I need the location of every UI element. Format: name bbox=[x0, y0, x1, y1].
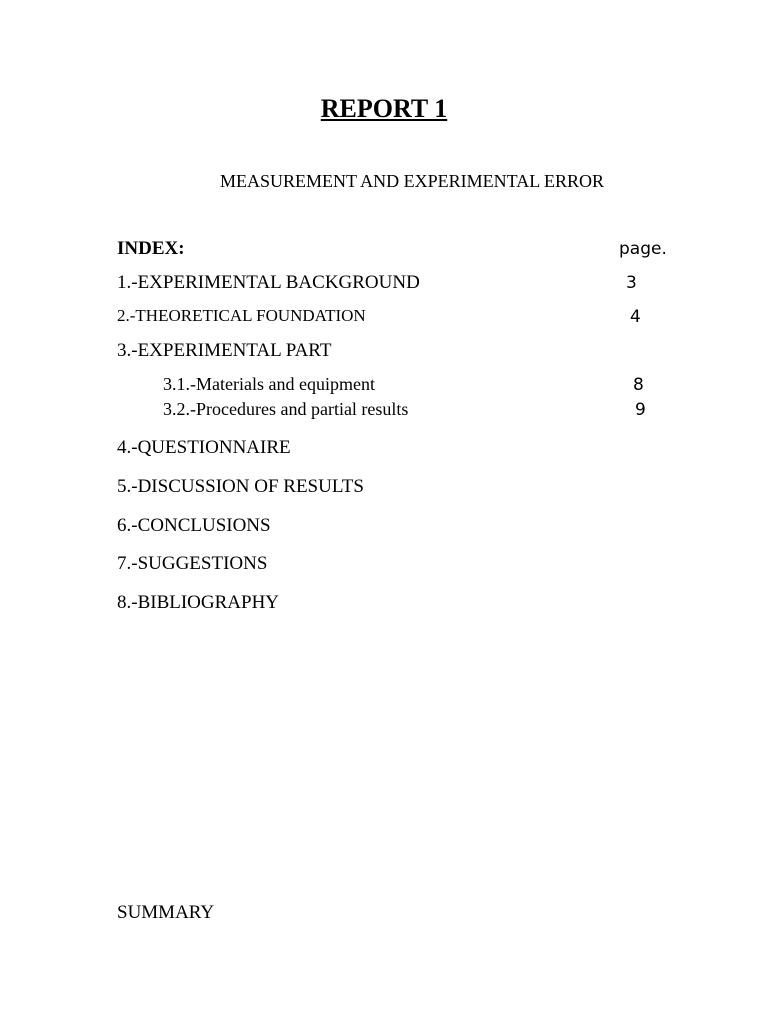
summary-heading: SUMMARY bbox=[117, 902, 215, 923]
index-entry-suggestions: 7.-SUGGESTIONS bbox=[117, 553, 268, 574]
report-title: REPORT 1 bbox=[320, 94, 448, 123]
index-entry-questionnaire: 4.-QUESTIONNAIRE bbox=[117, 437, 291, 458]
index-entry-experimental-part: 3.-EXPERIMENTAL PART bbox=[117, 340, 332, 361]
index-page-number: 4 bbox=[630, 307, 641, 327]
index-page-number: 3 bbox=[626, 273, 637, 293]
index-entry-materials-equipment: 3.1.-Materials and equipment bbox=[163, 374, 375, 394]
index-heading: INDEX: bbox=[117, 238, 185, 259]
index-entry-bibliography: 8.-BIBLIOGRAPHY bbox=[117, 592, 280, 613]
index-entry-experimental-background: 1.-EXPERIMENTAL BACKGROUND bbox=[117, 272, 420, 293]
index-entry-procedures-partial-results: 3.2.-Procedures and partial results bbox=[163, 399, 409, 419]
page-column-heading: page. bbox=[619, 239, 667, 259]
index-page-number: 9 bbox=[635, 400, 646, 420]
index-entry-discussion-of-results: 5.-DISCUSSION OF RESULTS bbox=[117, 476, 364, 497]
index-entry-theoretical-foundation: 2.-THEORETICAL FOUNDATION bbox=[117, 306, 366, 325]
report-subtitle: MEASUREMENT AND EXPERIMENTAL ERROR bbox=[219, 171, 605, 191]
index-entry-conclusions: 6.-CONCLUSIONS bbox=[117, 515, 271, 536]
index-page-number: 8 bbox=[633, 375, 644, 395]
